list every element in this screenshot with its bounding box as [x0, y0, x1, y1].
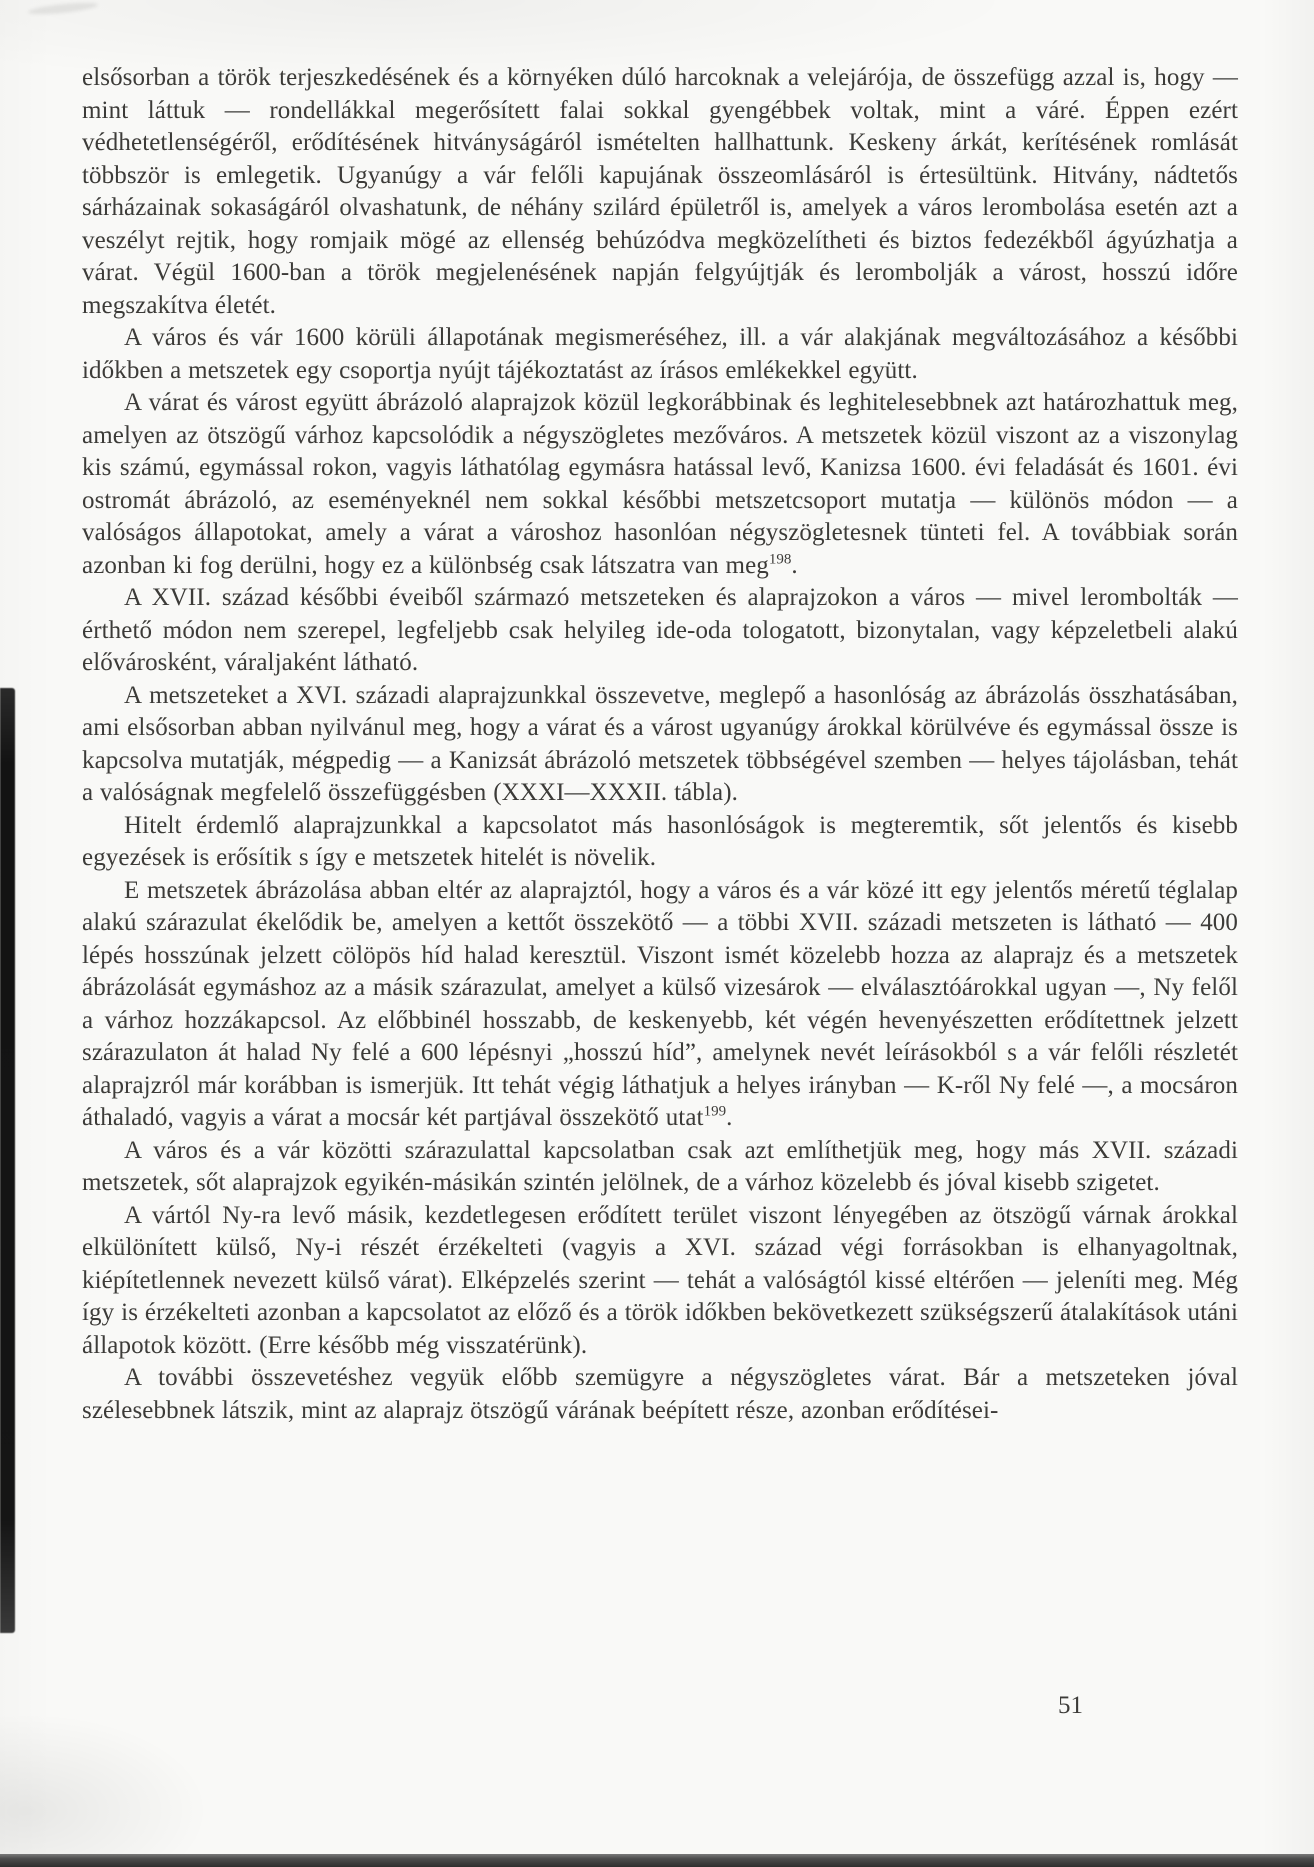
- paragraph: [82, 322, 1238, 387]
- paragraph: [82, 1135, 1238, 1200]
- scan-smudge-top-left: [28, 0, 99, 16]
- paragraph: [82, 582, 1238, 680]
- scan-edge-left-bar: [0, 688, 15, 1633]
- footnote-ref: 199: [703, 1103, 727, 1120]
- paragraph: [82, 62, 1238, 322]
- paragraph-text: A metszeteket a XVI. századi alaprajzunkkal összevetve, meglepő a hasonlóság az ábrázolás összhatásában, ami elsősorban abban nyilvánul meg, hogy a várat és a várost ugyanúgy árokkal körülvéve és egymással össze is kapcsolva mutatják, mégpedig — a Kanizsát ábrázoló metszetek többségével szemben — helyes tájolásban, tehát a valóságnak megfelelő összefüggésben (XXXI—XXXII. tábla).: [82, 681, 1238, 806]
- paragraph-text: elsősorban a török terjeszkedésének és a környéken dúló harcoknak a velejárója, de összefügg azzal is, hogy — mint láttuk — rondellákkal megerősített falai sokkal gyengébbek voltak, mint a váré. Éppen ezért védhetetlenségéről, erődítésének hitványságáról ismételten hallhattunk. Keskeny árkát, kerítésének romlását többször is emlegetik. Ugyanúgy a vár felőli kapujának összeomlásáról is értesültünk. Hitvány, nádtetős sárházainak sokaságáról olvashatunk, de néhány szilárd épületről is, amelyek a város lerombolása esetén azt a veszélyt rejtik, hogy romjaik mögé az ellenség behúzódva megközelítheti és biztos fedezékből ágyúzhatja a várat. Végül 1600-ban a török megjelenésének napján felgyújtják és lerombolják a várost, hosszú időre megszakítva életét.: [82, 64, 1238, 319]
- footnote-ref: 198: [768, 551, 792, 568]
- paragraph-text: .: [726, 1104, 733, 1131]
- paragraph: [82, 680, 1238, 810]
- paragraph-text: A XVII. század későbbi éveiből származó metszeteken és alaprajzokon a város — mivel lerombolták — érthető módon nem szerepel, legfeljebb csak helyileg ide-oda tologatott, bizonytalan, vagy képzeletbeli alakú elővárosként, váraljaként látható.: [82, 584, 1238, 676]
- scan-edge-bottom-bar: [0, 1854, 1314, 1867]
- paragraph-text: E metszetek ábrázolása abban eltér az alaprajztól, hogy a város és a vár közé itt egy jelentős méretű téglalap alakú szárazulat ékelődik be, amelyen a kettőt összekötő — a többi XVII. századi metszeten is látható — 400 lépés hosszúnak jelzett cölöpös híd halad keresztül. Viszont ismét közelebb hozza az alaprajz és a metszetek ábrázolását egymáshoz az a másik szárazulat, amelyet a külső vizesárok — elválasztóárokkal ugyan —, Ny felől a várhoz hozzákapcsol. Az előbbinél hosszabb, de keskenyebb, két végén hevenyészetten erődítettnek jelzett szárazulaton át halad Ny felé a 600 lépésnyi „hosszú híd”, amelynek nevét leírásokból s a vár felőli részletét alaprajzról már korábban is ismerjük. Itt tehát végig láthatjuk a helyes irányban — K-ről Ny felé —, a mocsáron áthaladó, vagyis a várat a mocsár két partjával összekötő utat: [82, 876, 1238, 1131]
- paragraph: [82, 1362, 1238, 1427]
- page-number: 51: [1058, 1692, 1083, 1719]
- paragraph-text: A város és vár 1600 körüli állapotának megismeréséhez, ill. a vár alakjának megváltozásához a későbbi időkben a metszetek egy csoportja nyújt tájékoztatást az írásos emlékekkel együtt.: [82, 324, 1238, 384]
- paragraph: [82, 875, 1238, 1135]
- paragraph-text: A további összevetéshez vegyük előbb szemügyre a négyszögletes várat. Bár a metszeteken jóval szélesebbnek látszik, mint az alaprajz ötszögű várának beépített része, azonban erődítései-: [82, 1364, 1238, 1424]
- paragraph-text: A város és a vár közötti szárazulattal kapcsolatban csak azt említhetjük meg, hogy más XVII. századi metszetek, sőt alaprajzok egyikén-másikán szintén jelölnek, de a várhoz közelebb és jóval kisebb szigetet.: [82, 1136, 1238, 1196]
- paragraph-text: .: [791, 551, 798, 579]
- paragraph-text: A vártól Ny-ra levő másik, kezdetlegesen erődített terület viszont lényegében az ötszögű várnak árokkal elkülönített külső, Ny-i részét érzékelteti (vagyis a XVI. század végi forrásokban is elhanyagoltnak, kiépítetlennek nevezett külső várat). Elképzelés szerint — tehát a valóságtól kissé eltérően — jeleníti meg. Még így is érzékelteti azonban a kapcsolatot az előző és a török időkben bekövetkezett szükségszerű átalakítások utáni állapotok között. (Erre később még visszatérünk).: [82, 1201, 1238, 1359]
- paragraph: [82, 810, 1238, 875]
- body-text: [82, 62, 1238, 1427]
- paragraph: [82, 1200, 1238, 1363]
- paragraph-text: A várat és várost együtt ábrázoló alaprajzok közül legkorábbinak és leghitelesebbnek azt határozhattuk meg, amelyen az ötszögű várhoz kapcsolódik a négyszögletes mezőváros. A metszetek közül viszont az a viszonylag kis számú, egymással rokon, vagyis láthatólag egymásra hatással levő, Kanizsa 1600. évi feladását és 1601. évi ostromát ábrázoló, az eseményeknél nem sokkal későbbi metszetcsoport mutatja — különös módon — a valóságos állapotokat, amely a várat a városhoz hasonlóan négyszögletesnek tünteti fel. A továbbiak során azonban ki fog derülni, hogy ez a különbség csak látszatra van meg: [82, 389, 1238, 579]
- paragraph: [82, 387, 1238, 582]
- paragraph-text: Hitelt érdemlő alaprajzunkkal a kapcsolatot más hasonlóságok is megteremtik, sőt jelentős és kisebb egyezések is erősítik s így e metszetek hitelét is növelik.: [82, 811, 1238, 871]
